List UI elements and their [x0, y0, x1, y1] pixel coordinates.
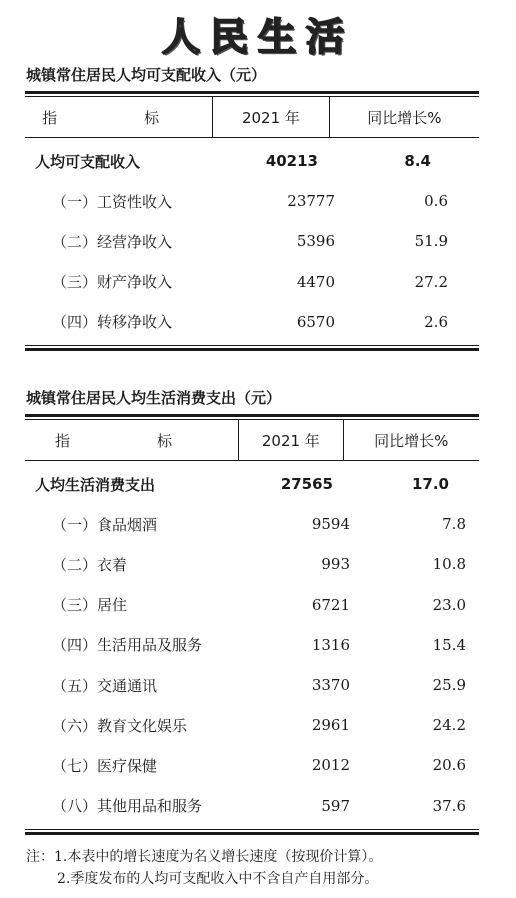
- row-value: 2961: [311, 716, 350, 735]
- header-metric: 指 标: [42, 108, 196, 127]
- footnote-2: 2.季度发布的人均可支配收入中不含自产自用部分。: [57, 871, 379, 887]
- row-label: （八）其他用品和服务: [52, 797, 203, 816]
- table-row: [25, 464, 479, 504]
- row-label: 人均可支配收入: [35, 152, 141, 171]
- row-value: 597: [321, 796, 350, 815]
- table-row: [25, 181, 479, 221]
- page-title: 人民生活: [161, 15, 354, 59]
- row-label: （七）医疗保健: [52, 756, 158, 775]
- row-growth: 15.4: [432, 635, 466, 654]
- row-value: 5396: [296, 232, 335, 251]
- header-growth: 同比增长%: [329, 97, 479, 137]
- row-label: （二）衣着: [52, 555, 128, 574]
- row-label: （六）教育文化娱乐: [52, 716, 188, 735]
- table-row: [25, 504, 479, 544]
- row-growth: 25.9: [432, 676, 466, 695]
- income-table: [25, 91, 479, 351]
- table-row: [25, 141, 479, 181]
- table-row: [25, 585, 479, 625]
- row-label: （一）食品烟酒: [52, 515, 158, 534]
- header-metric: 指 标: [55, 431, 209, 450]
- expense-table-title: 城镇常住居民人均生活消费支出（元）: [26, 389, 282, 407]
- row-growth: 51.9: [414, 232, 448, 251]
- row-value: 6570: [296, 312, 335, 331]
- row-growth: 0.6: [424, 192, 448, 211]
- footnotes: [26, 846, 382, 890]
- header-year: 2021 年: [238, 420, 343, 460]
- table-row: [25, 665, 479, 705]
- row-value: 993: [321, 555, 350, 574]
- table-row: [25, 302, 479, 342]
- row-value: 23777: [287, 192, 335, 211]
- row-value: 6721: [311, 595, 350, 614]
- table-row: [25, 544, 479, 584]
- header-year: 2021 年: [212, 97, 328, 137]
- row-value: 1316: [311, 635, 350, 654]
- row-value: 27565: [280, 475, 333, 494]
- row-label: （五）交通通讯: [52, 676, 158, 695]
- row-growth: 2.6: [424, 312, 448, 331]
- row-label: （三）财产净收入: [52, 273, 173, 292]
- row-growth: 10.8: [432, 555, 466, 574]
- income-table-header-row: [25, 97, 479, 137]
- row-growth: 27.2: [414, 272, 448, 291]
- row-label: （四）转移净收入: [52, 313, 173, 332]
- income-table-body: [25, 138, 479, 342]
- header-growth: 同比增长%: [343, 420, 479, 460]
- row-growth: 37.6: [432, 796, 466, 815]
- row-growth: 23.0: [432, 595, 466, 614]
- table-row: [25, 625, 479, 665]
- expense-table: [25, 414, 479, 835]
- row-growth: 24.2: [432, 716, 466, 735]
- table-row: [25, 262, 479, 302]
- row-growth: 17.0: [411, 475, 449, 494]
- row-value: 40213: [265, 152, 318, 171]
- row-label: 人均生活消费支出: [35, 475, 156, 494]
- row-growth: 7.8: [442, 515, 466, 534]
- row-growth: 8.4: [404, 152, 431, 171]
- table-row: [25, 786, 479, 826]
- row-value: 9594: [311, 515, 350, 534]
- footnote-1: 注：1.本表中的增长速度为名义增长速度（按现价计算）。: [26, 849, 383, 865]
- row-label: （一）工资性收入: [52, 192, 173, 211]
- expense-table-body: [25, 461, 479, 826]
- row-growth: 20.6: [432, 756, 466, 775]
- row-label: （二）经营净收入: [52, 232, 173, 251]
- row-value: 3370: [311, 676, 350, 695]
- row-label: （四）生活用品及服务: [52, 636, 203, 655]
- table-row: [25, 705, 479, 745]
- table-row: [25, 745, 479, 785]
- income-table-title: 城镇常住居民人均可支配收入（元）: [26, 66, 267, 84]
- table-row: [25, 221, 479, 261]
- row-value: 2012: [311, 756, 350, 775]
- expense-table-header-row: [25, 420, 479, 460]
- row-label: （三）居住: [52, 596, 128, 615]
- row-value: 4470: [296, 272, 335, 291]
